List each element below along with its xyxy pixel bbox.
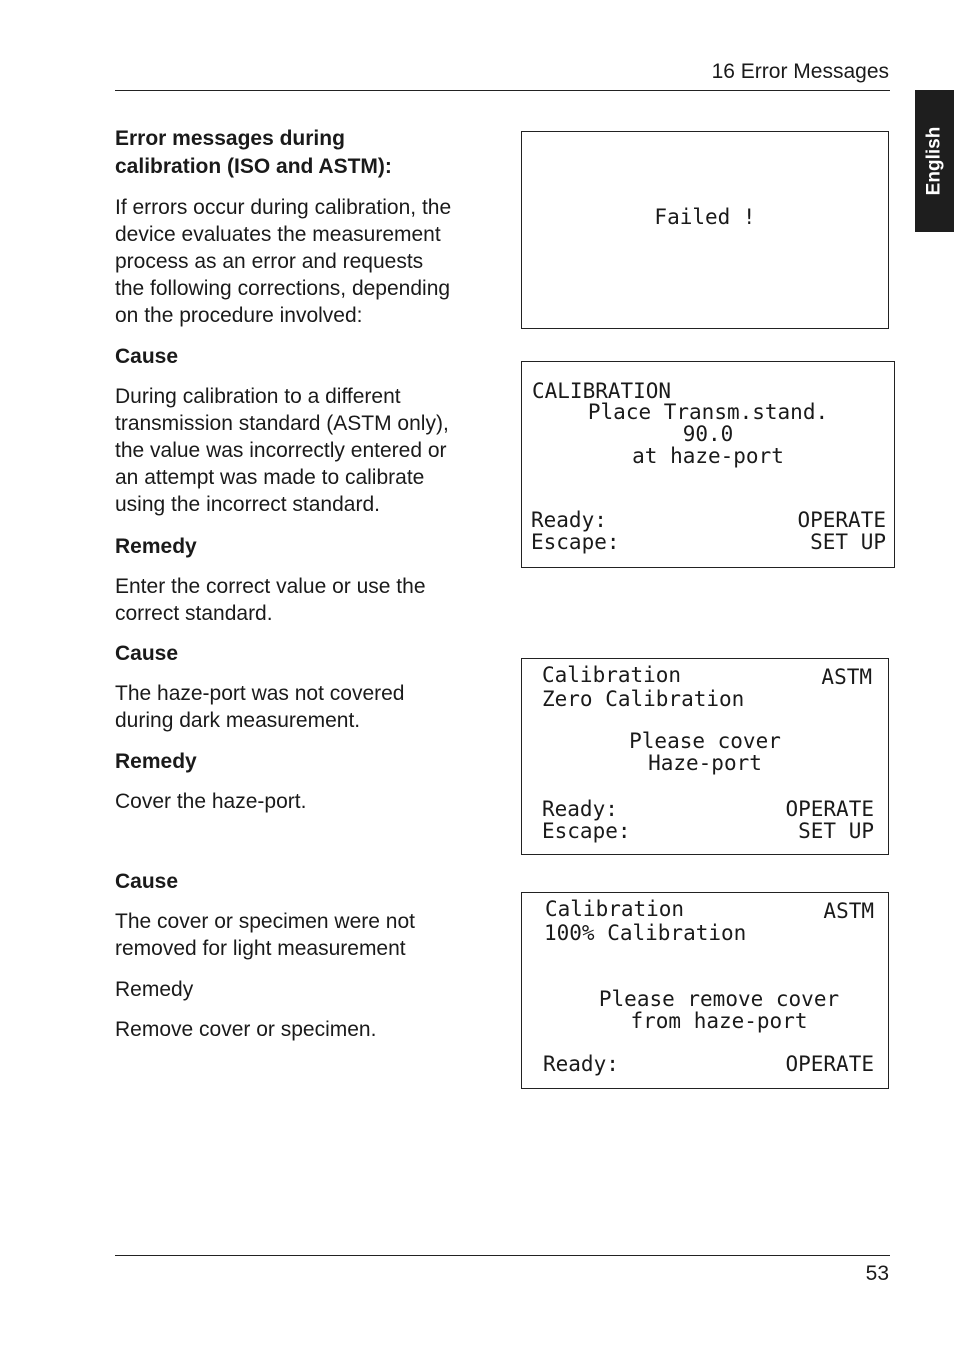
lcd-message: Please cover [629,729,781,753]
cause-text-line: during dark measurement. [115,709,361,732]
footer-rule [115,1255,890,1256]
lcd-ready-key: OPERATE [797,508,886,532]
cause-text-line: using the incorrect standard. [115,493,380,516]
lcd-ready-key: OPERATE [785,1052,874,1076]
lcd-ready-key: OPERATE [785,797,874,821]
intro-text-line: device evaluates the measurement [115,223,441,246]
remedy-heading: Remedy [115,535,197,558]
remedy-text-line: Remove cover or specimen. [115,1018,377,1041]
remedy-heading: Remedy [115,750,197,773]
lcd-title: CALIBRATION [532,379,672,403]
cause-text-line: transmission standard (ASTM only), [115,412,449,435]
lcd-mode: ASTM [823,899,874,923]
intro-text-line: the following corrections, depending [115,277,451,300]
remedy-text-line: Cover the haze-port. [115,790,307,813]
lcd-screen-transmission [521,361,895,568]
lcd-screen-zero-calibration [521,658,889,855]
lcd-subtitle: Zero Calibration [542,687,745,711]
lcd-subtitle: 100% Calibration [544,921,747,945]
lcd-ready-label: Ready: [543,1052,619,1076]
lcd-escape-label: Escape: [542,819,631,843]
lcd-failed-message: Failed ! [654,205,756,229]
cause-text-line: an attempt was made to calibrate [115,466,425,489]
lcd-escape-label: Escape: [531,530,620,554]
page-number: 53 [865,1262,889,1285]
remedy-heading: Remedy [115,978,194,1001]
lcd-value: 90.0 [682,422,734,446]
cause-text-line: The cover or specimen were not [115,910,415,933]
cause-heading: Cause [115,345,179,368]
section-title: 16 Error Messages [711,60,889,83]
cause-text-line: The haze-port was not covered [115,682,405,705]
lcd-screen-failed [521,131,889,329]
lcd-ready-label: Ready: [531,508,607,532]
lcd-screen-100-calibration [521,892,889,1089]
lcd-title: Calibration [545,897,685,921]
intro-heading-line1: Error messages during [115,127,345,150]
remedy-text-line: correct standard. [115,602,273,625]
lcd-line: Place Transm.stand. [587,400,829,424]
lcd-message: Haze-port [648,751,762,775]
lcd-ready-label: Ready: [542,797,618,821]
remedy-text-line: Enter the correct value or use the [115,575,426,598]
lcd-mode: ASTM [821,665,872,689]
lcd-message: from haze-port [630,1009,808,1033]
cause-text-line: the value was incorrectly entered or [115,439,447,462]
lcd-title: Calibration [542,663,682,687]
lcd-escape-key: SET UP [798,819,874,843]
cause-heading: Cause [115,870,179,893]
lcd-line: at haze-port [632,444,784,468]
language-tab [915,90,954,232]
cause-text-line: During calibration to a different [115,385,401,408]
intro-text-line: process as an error and requests [115,250,424,273]
intro-text-line: If errors occur during calibration, the [115,196,452,219]
header-rule [115,90,890,91]
cause-heading: Cause [115,642,179,665]
lcd-message: Please remove cover [598,987,840,1011]
intro-heading-line2: calibration (ISO and ASTM): [115,155,392,178]
lcd-escape-key: SET UP [810,530,886,554]
language-tab-label: English [923,126,945,196]
intro-text-line: on the procedure involved: [115,304,363,327]
cause-text-line: removed for light measurement [115,937,406,960]
